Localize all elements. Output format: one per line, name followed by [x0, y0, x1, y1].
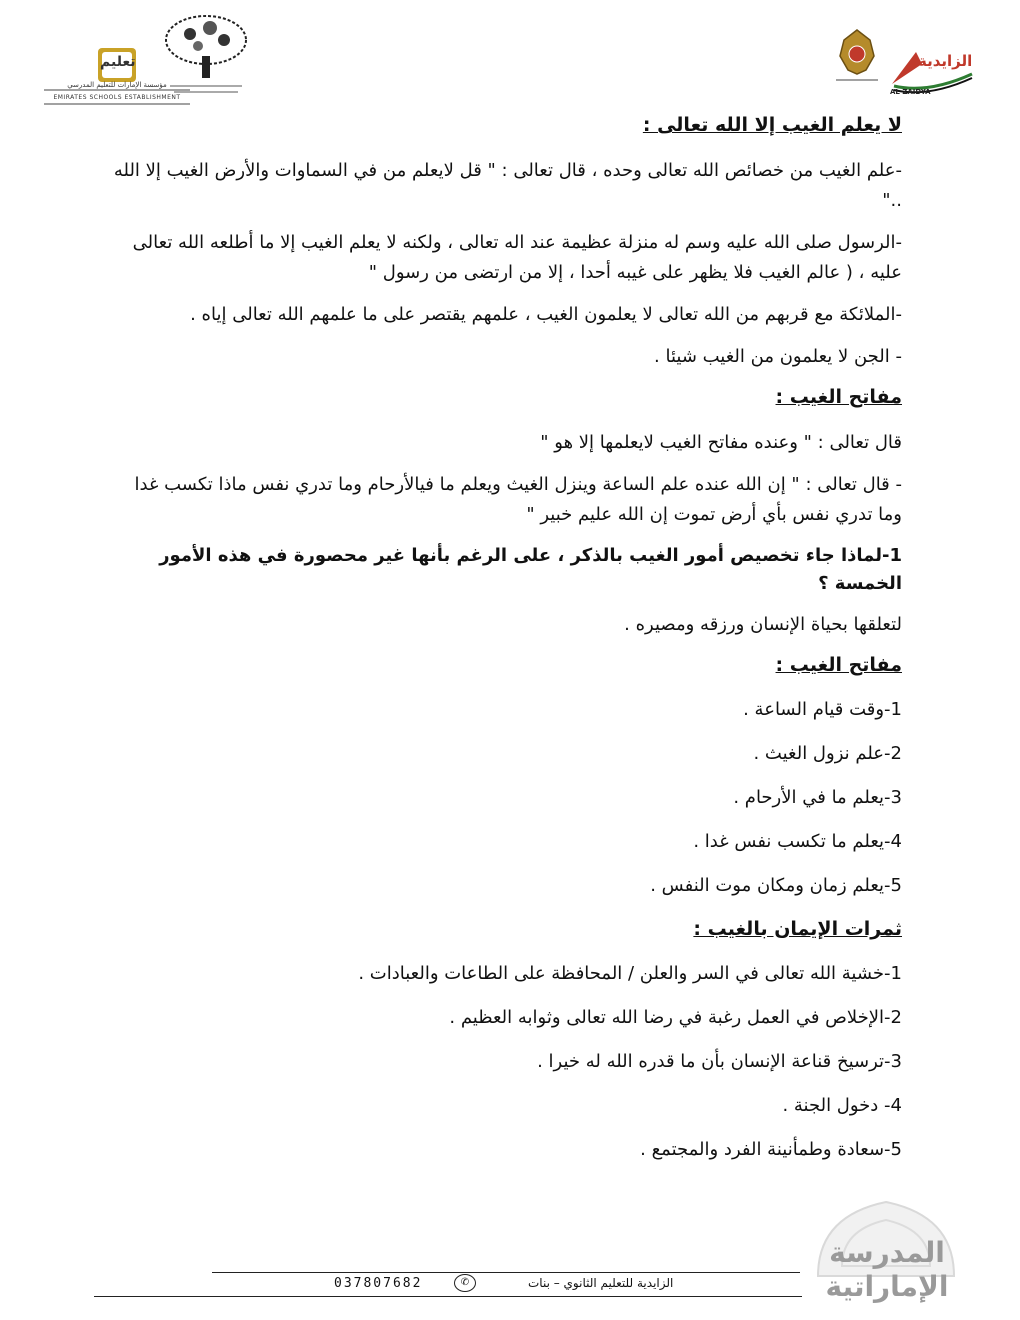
list-item: 5-سعادة وطمأنينة الفرد والمجتمع . [640, 1139, 902, 1160]
section-heading: ثمرات الإيمان بالغيب : [693, 918, 902, 940]
paragraph: -الرسول صلى الله عليه وسم له منزلة عظيمة عند اله تعالى ، ولكنه لا يعلم الغيب إلا ما أطلعه الله تعالى عليه ، ( عالم الغيب فلا يظهر على غيبه أحدا ، إلا من ارتضى من رسول " [132, 232, 902, 283]
logo-left-subtitle-en: EMIRATES SCHOOLS ESTABLISHMENT [53, 94, 181, 101]
tree-logo [160, 12, 252, 96]
paragraph: - الجن لا يعلمون من الغيب شيئا . [654, 346, 902, 367]
logo-left-subtitle: مؤسسة الإمارات للتعليم المدرسي [67, 81, 167, 89]
section-heading: لا يعلم الغيب إلا الله تعالى : [642, 114, 902, 136]
paragraph: -الملائكة مع قربهم من الله تعالى لا يعلمون الغيب ، علمهم يقتصر على ما علمهم الله تعالى إياه . [190, 304, 902, 325]
list-item: 3-يعلم ما في الأرحام . [733, 787, 902, 808]
footer-divider-bottom [94, 1296, 802, 1297]
footer [330, 1274, 750, 1296]
list-item: 4-يعلم ما تكسب نفس غدا . [693, 831, 902, 852]
footer-school: الزايدية للتعليم الثانوي – بنات [528, 1276, 674, 1290]
footer-phone: 037807682 [334, 1276, 423, 1291]
watermark-line1: المدرسة [829, 1236, 945, 1269]
list-item: 3-ترسيخ قناعة الإنسان بأن ما قدره الله له خيرا . [537, 1051, 902, 1072]
list-item: 4- دخول الجنة . [782, 1095, 902, 1116]
footer-divider-top [212, 1272, 800, 1273]
logo-right-school-en: AL ZAIDYA [890, 88, 931, 96]
watermark-line2: الإماراتية [825, 1270, 949, 1303]
uae-emblem [830, 26, 884, 84]
section-heading: مفاتح الغيب : [775, 386, 902, 408]
falcon-emblem-icon [830, 26, 884, 84]
question: 1-لماذا جاء تخصيص أمور الغيب بالذكر ، على الرغم بأنها غير محصورة في هذه الأمور الخمسة ؟ [159, 545, 902, 594]
paragraph: - قال تعالى : " إن الله عنده علم الساعة وينزل الغيث ويعلم ما فيالأرحام وما تدري نفس ماذا تكسب غدا وما تدري نفس بأي أرض تموت إن الله عليم خبير " [134, 474, 902, 525]
list-item: 1-خشية الله تعالى في السر والعلن / المحافظة على الطاعات والعبادات . [358, 963, 902, 984]
list-item: 1-وقت قيام الساعة . [743, 699, 902, 720]
logo-left-arabic: تعليم [100, 54, 136, 70]
alzaidya-logo [888, 44, 974, 98]
tree-icon [160, 12, 252, 96]
paragraph: قال تعالى : " وعنده مفاتح الغيب لايعلمها إلا هو " [540, 432, 902, 453]
emirati-school-watermark [798, 1196, 974, 1312]
logo-right-school: الزايدية [918, 52, 973, 70]
list-item: 2-علم نزول الغيث . [753, 743, 902, 764]
paragraph: -علم الغيب من خصائص الله تعالى وحده ، قال تعالى : " قل لايعلم من في السماوات والأرض الغيب إلا الله .." [113, 160, 902, 211]
paragraph: لتعلقها بحياة الإنسان ورزقه ومصيره . [624, 614, 902, 635]
list-item: 2-الإخلاص في العمل رغبة في رضا الله تعالى وثوابه العظيم . [449, 1007, 902, 1028]
list-item: 5-يعلم زمان ومكان موت النفس . [650, 875, 902, 896]
phone-icon: ✆ [454, 1274, 476, 1292]
section-heading: مفاتح الغيب : [775, 654, 902, 676]
page-content [112, 112, 902, 1180]
